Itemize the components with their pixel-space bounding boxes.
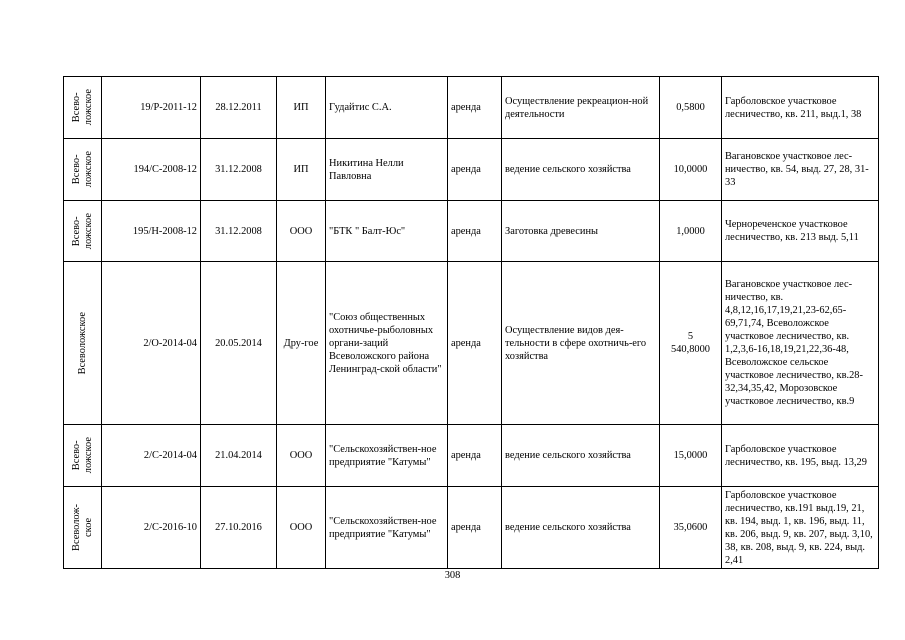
area-cell: 1,0000 (660, 201, 722, 262)
usage-type-cell: аренда (448, 201, 502, 262)
contract-number-cell: 195/Н-2008-12 (102, 201, 201, 262)
district-cell: Всево- ложское (64, 139, 102, 201)
legal-form-cell: ООО (277, 201, 326, 262)
table-row (64, 487, 879, 569)
tenant-cell: "БТК " Балт-Юс" (326, 201, 448, 262)
contract-date-cell: 21.04.2014 (201, 425, 277, 487)
district-cell: Всево- ложское (64, 425, 102, 487)
legal-form-cell: ИП (277, 77, 326, 139)
contract-date-cell: 31.12.2008 (201, 201, 277, 262)
contract-number-cell: 2/О-2014-04 (102, 262, 201, 425)
purpose-cell: ведение сельского хозяйства (502, 139, 660, 201)
usage-type-cell: аренда (448, 425, 502, 487)
contract-number-cell: 2/С-2014-04 (102, 425, 201, 487)
location-cell: Гарболовское участковое лесничество, кв.191 выд.19, 21, кв. 194, выд. 1, кв. 196, выд. 11, кв. 206, выд. 9, кв. 207, выд. 3,10, 38, кв. 208, выд. 9, кв. 224, выд. 2,41 (722, 487, 879, 569)
district-cell: Всеволож- ское (64, 487, 102, 569)
legal-form-cell: ООО (277, 487, 326, 569)
contract-date-cell: 31.12.2008 (201, 139, 277, 201)
purpose-cell: Осуществление рекреацион-ной деятельности (502, 77, 660, 139)
purpose-cell: Осуществление видов дея-тельности в сфере охотничь-его хозяйства (502, 262, 660, 425)
contract-date-cell: 20.05.2014 (201, 262, 277, 425)
table-row (64, 262, 879, 425)
district-cell: Всеволожское (64, 262, 102, 425)
district-cell: Всево- ложское (64, 77, 102, 139)
tenant-cell: "Сельскохозяйствен-ное предприятие "Катумы" (326, 487, 448, 569)
district-cell: Всево- ложское (64, 201, 102, 262)
page-number: 308 (444, 570, 461, 581)
location-cell: Чернореченское участковое лесничество, кв. 213 выд. 5,11 (722, 201, 879, 262)
usage-type-cell: аренда (448, 262, 502, 425)
usage-type-cell: аренда (448, 139, 502, 201)
purpose-cell: ведение сельского хозяйства (502, 487, 660, 569)
purpose-cell: ведение сельского хозяйства (502, 425, 660, 487)
contract-date-cell: 27.10.2016 (201, 487, 277, 569)
usage-type-cell: аренда (448, 77, 502, 139)
area-cell: 5 540,8000 (660, 262, 722, 425)
area-cell: 15,0000 (660, 425, 722, 487)
location-cell: Гарболовское участковое лесничество, кв. 211, выд.1, 38 (722, 77, 879, 139)
usage-type-cell: аренда (448, 487, 502, 569)
table-row (64, 201, 879, 262)
contract-date-cell: 28.12.2011 (201, 77, 277, 139)
lease-register-table (63, 76, 879, 569)
table-row (64, 139, 879, 201)
legal-form-cell: ИП (277, 139, 326, 201)
legal-form-cell: Дру-гое (277, 262, 326, 425)
tenant-cell: "Сельскохозяйствен-ное предприятие "Катумы" (326, 425, 448, 487)
purpose-cell: Заготовка древесины (502, 201, 660, 262)
area-cell: 0,5800 (660, 77, 722, 139)
tenant-cell: "Союз общественных охотничье-рыболовных органи-заций Всеволожского района Ленинград-ской области" (326, 262, 448, 425)
contract-number-cell: 194/С-2008-12 (102, 139, 201, 201)
legal-form-cell: ООО (277, 425, 326, 487)
table-row (64, 77, 879, 139)
table-row (64, 425, 879, 487)
contract-number-cell: 19/Р-2011-12 (102, 77, 201, 139)
location-cell: Гарболовское участковое лесничество, кв. 195, выд. 13,29 (722, 425, 879, 487)
tenant-cell: Гудайтис С.А. (326, 77, 448, 139)
area-cell: 35,0600 (660, 487, 722, 569)
location-cell: Вагановское участковое лес-ничество, кв. 54, выд. 27, 28, 31-33 (722, 139, 879, 201)
location-cell: Вагановское участковое лес-ничество, кв. 4,8,12,16,17,19,21,23-62,65-69,71,74, Всеволожское участковое лесничество, кв. 1,2,3,6-16,18,19,21,22,36-48, Всеволожское сельское участковое лесничество, кв.28-32,34,35,42, Морозовское участковое лесничество, кв.9 (722, 262, 879, 425)
area-cell: 10,0000 (660, 139, 722, 201)
tenant-cell: Никитина Нелли Павловна (326, 139, 448, 201)
contract-number-cell: 2/С-2016-10 (102, 487, 201, 569)
